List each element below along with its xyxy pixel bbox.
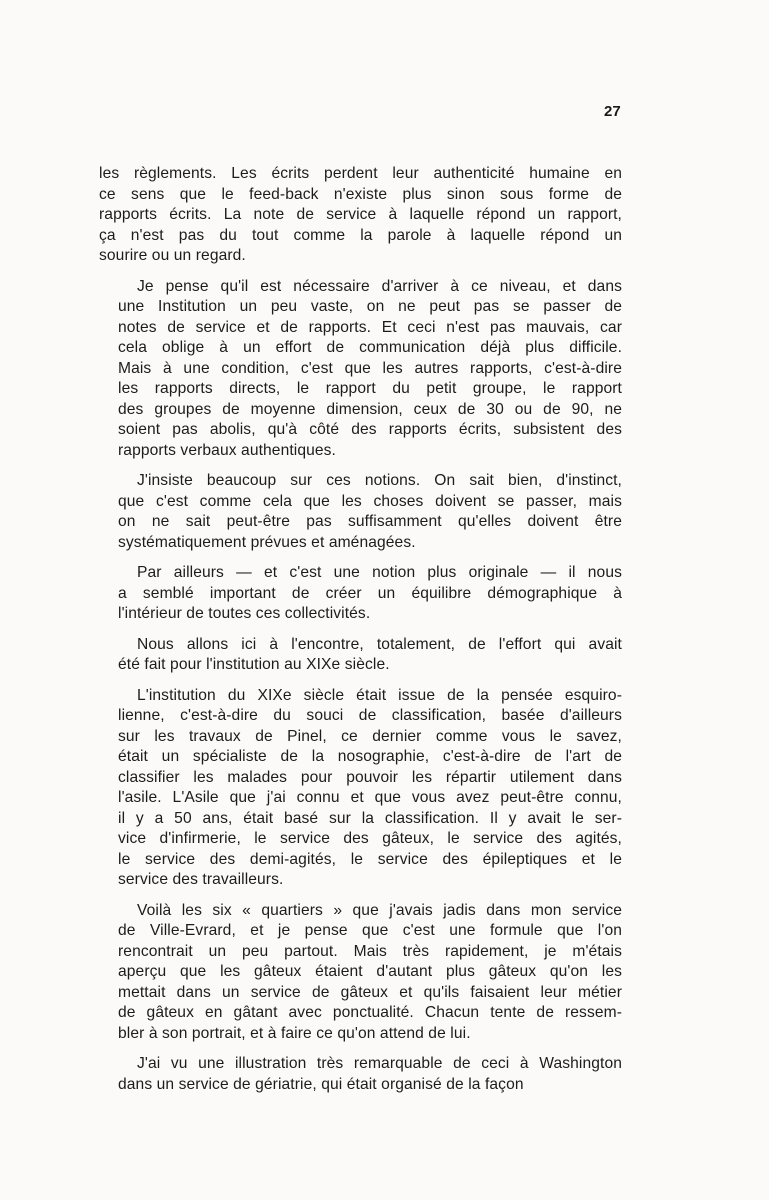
text-line: rapports verbaux authentiques. (118, 441, 336, 459)
paragraph (99, 686, 622, 891)
text-line: vice d'infirmerie, le service des gâteux, le service des agités, (118, 830, 622, 847)
text-line: service des travailleurs. (118, 871, 284, 888)
text-line: de Ville-Evrard, et je pense que c'est une formule que l'on (118, 922, 622, 939)
page-number: 27 (604, 103, 621, 120)
text-line: Voilà les six « quartiers » que j'avais jadis dans mon service (137, 901, 622, 919)
text-line: a semblé important de créer un équilibre démographique à (118, 584, 622, 602)
paragraph (99, 563, 622, 625)
body-text (99, 164, 622, 1105)
text-line: l'intérieur de toutes ces collectivités. (118, 605, 371, 622)
text-line: ce sens que le feed-back n'existe plus sinon sous forme de (99, 185, 622, 203)
text-line: Mais à une condition, c'est que les autres rapports, c'est-à-dire (118, 359, 622, 377)
text-line: ça n'est pas du tout comme la parole à laquelle répond un (99, 226, 622, 244)
text-line: bler à son portrait, et à faire ce qu'on attend de lui. (118, 1024, 471, 1042)
paragraph (99, 635, 622, 676)
text-line: Je pense qu'il est nécessaire d'arriver à ce niveau, et dans (137, 277, 622, 295)
text-line: on ne sait peut-être pas suffisamment qu'elles doivent être (118, 513, 622, 530)
text-line: était un spécialiste de la nosographie, c'est-à-dire de l'art de (118, 748, 622, 765)
text-line: rapports écrits. La note de service à laquelle répond un rapport, (99, 206, 622, 223)
paragraph (99, 1054, 622, 1095)
text-line: aperçu que les gâteux étaient d'autant plus gâteux qu'on les (118, 963, 622, 980)
text-line: dans un service de gériatrie, qui était organisé de la façon (118, 1075, 524, 1093)
text-line: il y a 50 ans, était basé sur la classification. Il y avait le ser- (118, 809, 622, 827)
text-line: les rapports directs, le rapport du petit groupe, le rapport (118, 380, 622, 397)
text-line: été fait pour l'institution au XIXe siècle. (118, 656, 390, 673)
paragraph (99, 901, 622, 1045)
text-line: une Institution un peu vaste, on ne peut pas se passer de (118, 298, 622, 315)
paragraph (99, 277, 622, 462)
text-line: Nous allons ici à l'encontre, totalement, de l'effort qui avait (137, 635, 622, 653)
text-line: rencontrait un peu partout. Mais très rapidement, je m'étais (118, 942, 622, 960)
text-line: classifier les malades pour pouvoir les répartir utilement dans (118, 768, 622, 786)
text-line: que c'est comme cela que les choses doivent se passer, mais (118, 492, 622, 510)
text-line: le service des demi-agités, le service des épileptiques et le (118, 850, 622, 868)
text-line: soient pas abolis, qu'à côté des rapports écrits, subsistent des (118, 421, 622, 438)
text-line: les règlements. Les écrits perdent leur authenticité humaine en (99, 165, 622, 182)
text-line: systématiquement prévues et aménagées. (118, 533, 416, 551)
text-line: cela oblige à un effort de communication déjà plus difficile. (118, 339, 622, 356)
text-line: notes de service et de rapports. Et ceci n'est pas mauvais, car (118, 318, 622, 336)
paragraph (99, 164, 622, 267)
text-line: L'institution du XIXe siècle était issue de la pensée esquiro- (137, 686, 622, 704)
text-line: des groupes de moyenne dimension, ceux de 30 ou de 90, ne (118, 400, 622, 418)
text-line: lienne, c'est-à-dire du souci de classification, basée d'ailleurs (118, 707, 622, 724)
text-line: sur les travaux de Pinel, ce dernier comme vous le savez, (118, 727, 622, 745)
text-line: J'insiste beaucoup sur ces notions. On sait bien, d'instinct, (137, 472, 622, 489)
text-line: de gâteux en gâtant avec ponctualité. Chacun tente de ressem- (118, 1004, 622, 1021)
text-line: mettait dans un service de gâteux et qu'ils faisaient leur métier (118, 983, 622, 1001)
text-line: J'ai vu une illustration très remarquable de ceci à Washington (137, 1055, 622, 1072)
text-line: l'asile. L'Asile que j'ai connu et que vous avez peut-être connu, (118, 789, 622, 806)
paragraph (99, 471, 622, 553)
text-line: Par ailleurs — et c'est une notion plus originale — il nous (137, 564, 622, 581)
text-line: sourire ou un regard. (99, 247, 246, 264)
